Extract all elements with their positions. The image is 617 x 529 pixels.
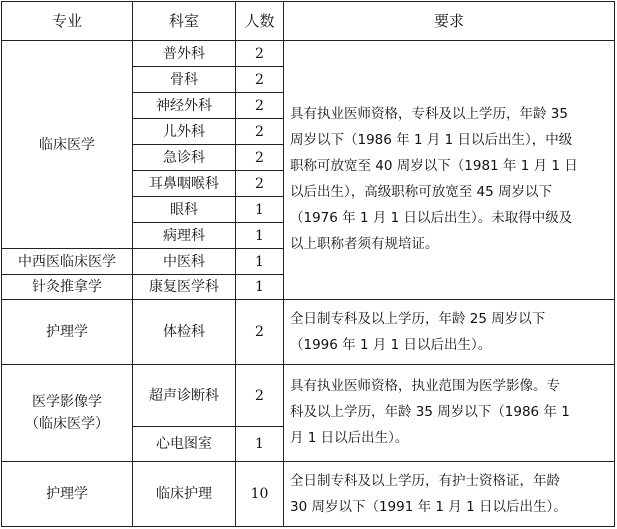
requirement-cell (283, 364, 615, 462)
dept-cell: 普外科 (132, 40, 236, 67)
requirement-line: 具有执业医师资格，专科及以上学历，年龄 35 (290, 106, 568, 122)
dept-cell: 急诊科 (132, 144, 236, 171)
requirement-line: 科及以上学历，年龄 35 周岁以下（1986 年 1 (290, 404, 570, 420)
major-cell: 护理学 (1, 299, 133, 365)
requirement-line: 月 1 日以后出生）。 (290, 430, 409, 446)
major-cell: 护理学 (1, 461, 133, 527)
count-cell: 1 (235, 274, 284, 300)
count-cell: 2 (235, 170, 284, 197)
requirement-line: 全日制专科及以上学历，有护士资格证，年龄 (290, 473, 560, 489)
dept-cell: 超声诊断科 (132, 364, 236, 427)
dept-cell: 眼科 (132, 196, 236, 223)
header-dept: 科室 (132, 1, 236, 41)
requirement-line: 职称可放宽至 40 周岁以下（1981 年 1 月 1 日 (290, 158, 578, 174)
dept-cell: 骨科 (132, 66, 236, 93)
major-cell: 针灸推拿学 (1, 274, 133, 300)
requirement-cell (283, 461, 615, 527)
header-requirement: 要求 (283, 1, 615, 41)
count-cell: 1 (235, 426, 284, 462)
requirement-line: 具有执业医师资格，执业范围为医学影像。专 (290, 378, 560, 394)
requirement-line: 30 周岁以下（1991 年 1 月 1 日以后出生）。 (290, 499, 567, 515)
requirement-line: （1976 年 1 月 1 日以后出生）。未取得中级及 (290, 210, 573, 226)
count-cell: 1 (235, 248, 284, 275)
major-line: （临床医学） (25, 416, 109, 432)
major-cell: 临床医学 (1, 40, 133, 249)
dept-cell: 临床护理 (132, 461, 236, 527)
header-major: 专业 (1, 1, 133, 41)
requirement-cell (283, 299, 615, 365)
count-cell: 2 (235, 118, 284, 145)
dept-cell: 神经外科 (132, 92, 236, 119)
count-cell: 10 (235, 461, 284, 527)
major-cell (1, 364, 133, 462)
count-cell: 2 (235, 40, 284, 67)
dept-cell: 心电图室 (132, 426, 236, 462)
count-cell: 2 (235, 364, 284, 427)
requirement-cell (283, 40, 615, 300)
dept-cell: 中医科 (132, 248, 236, 275)
requirement-line: 以上职称者须有规培证。 (290, 236, 439, 252)
requirement-line: 以后出生），高级职称可放宽至 45 周岁以下 (290, 184, 553, 200)
count-cell: 2 (235, 144, 284, 171)
requirement-line: （1996 年 1 月 1 日以后出生）。 (290, 337, 492, 353)
dept-cell: 病理科 (132, 222, 236, 249)
dept-cell: 体检科 (132, 299, 236, 365)
dept-cell: 耳鼻咽喉科 (132, 170, 236, 197)
dept-cell: 儿外科 (132, 118, 236, 145)
count-cell: 2 (235, 299, 284, 365)
count-cell: 2 (235, 66, 284, 93)
dept-cell: 康复医学科 (132, 274, 236, 300)
major-cell: 中西医临床医学 (1, 248, 133, 275)
requirement-line: 周岁以下（1986 年 1 月 1 日以后出生），中级 (290, 132, 573, 148)
header-count: 人数 (235, 1, 284, 41)
requirement-line: 全日制专科及以上学历，年龄 25 周岁以下 (290, 311, 546, 327)
count-cell: 2 (235, 92, 284, 119)
count-cell: 1 (235, 222, 284, 249)
major-line: 医学影像学 (32, 394, 102, 410)
count-cell: 1 (235, 196, 284, 223)
